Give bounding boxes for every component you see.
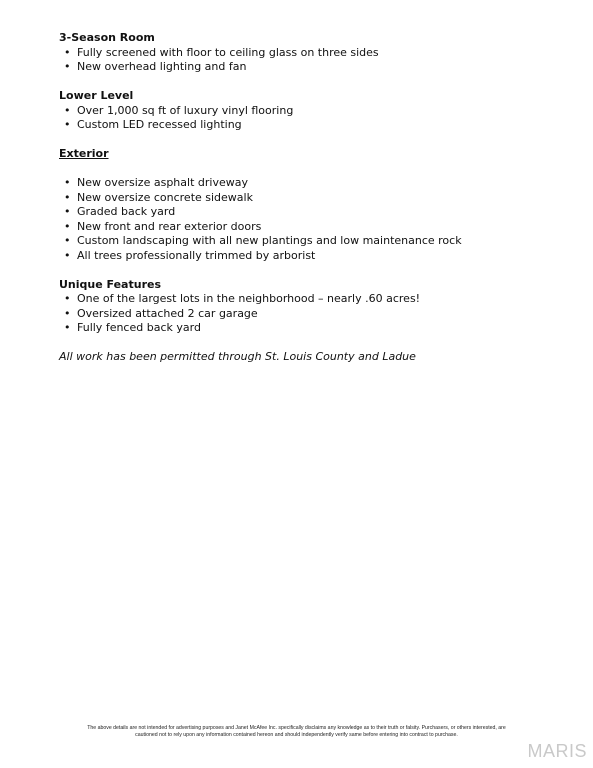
list-item: • Fully fenced back yard — [59, 321, 569, 336]
spacer — [59, 162, 569, 177]
disclaimer-line: cautioned not to rely upon any information contained hereon and should independently verify same before entering into contract to purchase. — [135, 732, 458, 738]
list-item: • New front and rear exterior doors — [59, 220, 569, 235]
permit-note: All work has been permitted through St. Louis County and Ladue — [59, 350, 416, 363]
maris-watermark: MARIS — [527, 741, 587, 761]
disclaimer — [30, 725, 563, 739]
list-item: • Custom LED recessed lighting — [59, 118, 569, 133]
list-item: • New oversize concrete sidewalk — [59, 191, 569, 206]
list-item: • New overhead lighting and fan — [59, 60, 569, 75]
list-item: • Over 1,000 sq ft of luxury vinyl flooring — [59, 104, 569, 119]
list-item: • Custom landscaping with all new plantings and low maintenance rock — [59, 234, 569, 249]
section-title: Unique Features — [59, 277, 162, 291]
section-unique-features — [59, 278, 569, 336]
list-item: • Fully screened with floor to ceiling glass on three sides — [59, 46, 569, 61]
section-3-season-room — [59, 31, 569, 75]
list-item: • Oversized attached 2 car garage — [59, 307, 569, 322]
list-item: • New oversize asphalt driveway — [59, 176, 569, 191]
section-exterior — [59, 147, 569, 263]
section-title: 3-Season Room — [59, 31, 155, 44]
bullet-list — [59, 104, 569, 133]
list-item: • Graded back yard — [59, 205, 569, 220]
list-item: • All trees professionally trimmed by arborist — [59, 249, 569, 264]
disclaimer-line: The above details are not intended for advertising purposes and Janet McAfee Inc. specifically disclaims any knowledge as to their truth or falsity. Purchasers, or others interested, are — [87, 725, 506, 731]
section-lower-level — [59, 89, 569, 133]
section-title: Lower Level — [59, 89, 134, 102]
bullet-list — [59, 176, 569, 263]
bullet-list — [59, 292, 569, 336]
document-body — [59, 31, 569, 365]
list-item: • One of the largest lots in the neighborhood – nearly .60 acres! — [59, 292, 569, 307]
section-title: Exterior — [59, 147, 109, 160]
bullet-list — [59, 46, 569, 75]
